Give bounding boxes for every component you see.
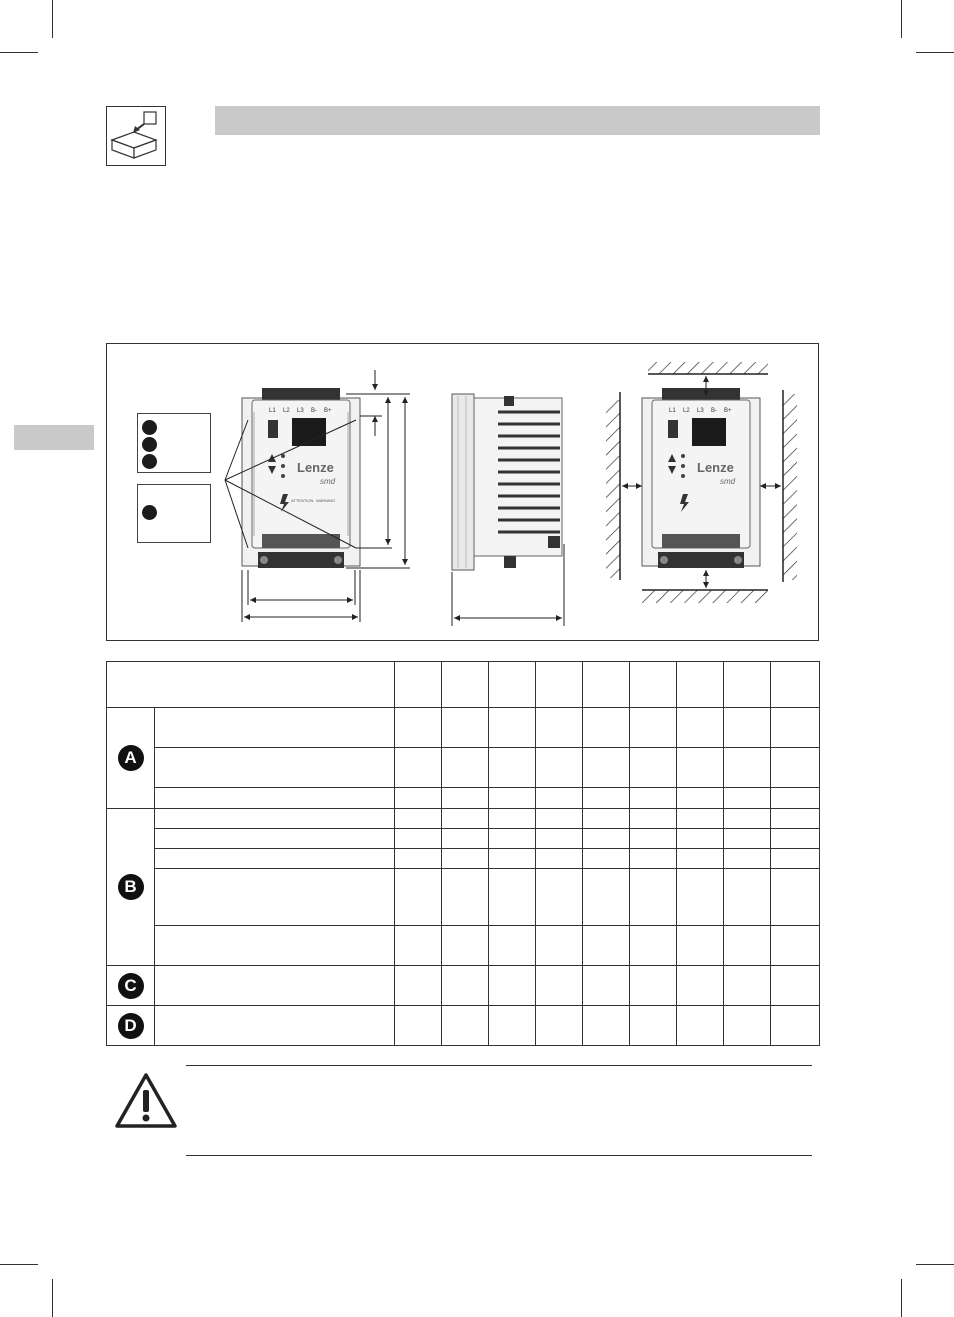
crop-mark (52, 1279, 53, 1317)
row-letter-badge: A (118, 745, 144, 771)
terminal-label: B- (311, 408, 317, 414)
row-letter-badge: B (118, 874, 144, 900)
brand-logo: Lenze (697, 460, 734, 475)
drive-side-view (440, 380, 580, 630)
model-label: smd (320, 477, 336, 486)
table-row (107, 662, 820, 708)
terminal-label: L2 (683, 408, 690, 414)
key-dot (142, 420, 157, 435)
attention-label: ATTENTION (291, 498, 314, 503)
terminal-label: B+ (724, 408, 732, 414)
warning-triangle-icon (114, 1072, 178, 1130)
row-letter-badge: C (118, 973, 144, 999)
drive-front-view (210, 360, 420, 630)
crop-mark (0, 1264, 38, 1265)
crop-mark (901, 0, 902, 38)
table-row (107, 708, 820, 748)
terminal-label: B+ (324, 408, 332, 414)
dimension-key-box-2 (137, 484, 211, 543)
terminal-label: L2 (283, 408, 290, 414)
dimension-key-box-1 (137, 413, 211, 473)
table-row (107, 809, 820, 829)
row-letter-badge: D (118, 1013, 144, 1039)
crop-mark (901, 1279, 902, 1317)
table-row (107, 788, 820, 809)
table-row (107, 1006, 820, 1046)
table-row (107, 849, 820, 869)
warning-top-rule (186, 1065, 812, 1066)
terminal-label: L1 (669, 408, 676, 414)
crop-mark (52, 0, 53, 38)
table-row (107, 926, 820, 966)
table-row (107, 829, 820, 849)
crop-mark (916, 52, 954, 53)
warning-bottom-rule (186, 1155, 812, 1156)
crop-mark (0, 52, 38, 53)
warning-label: WARNING (316, 498, 336, 503)
crop-mark (916, 1264, 954, 1265)
table-row (107, 869, 820, 926)
key-dot (142, 454, 157, 469)
section-header-band (215, 106, 820, 135)
brand-logo: Lenze (297, 460, 334, 475)
model-label: smd (720, 477, 736, 486)
chapter-tab (14, 425, 94, 450)
installation-box-icon (106, 106, 166, 166)
terminal-label: L3 (297, 408, 304, 414)
specification-table (106, 661, 820, 1046)
terminal-label: B- (711, 408, 717, 414)
table-row (107, 748, 820, 788)
key-dot (142, 505, 157, 520)
terminal-label: L3 (697, 408, 704, 414)
terminal-label: L1 (269, 408, 276, 414)
drive-clearance-view (595, 355, 810, 610)
table-row (107, 966, 820, 1006)
key-dot (142, 437, 157, 452)
